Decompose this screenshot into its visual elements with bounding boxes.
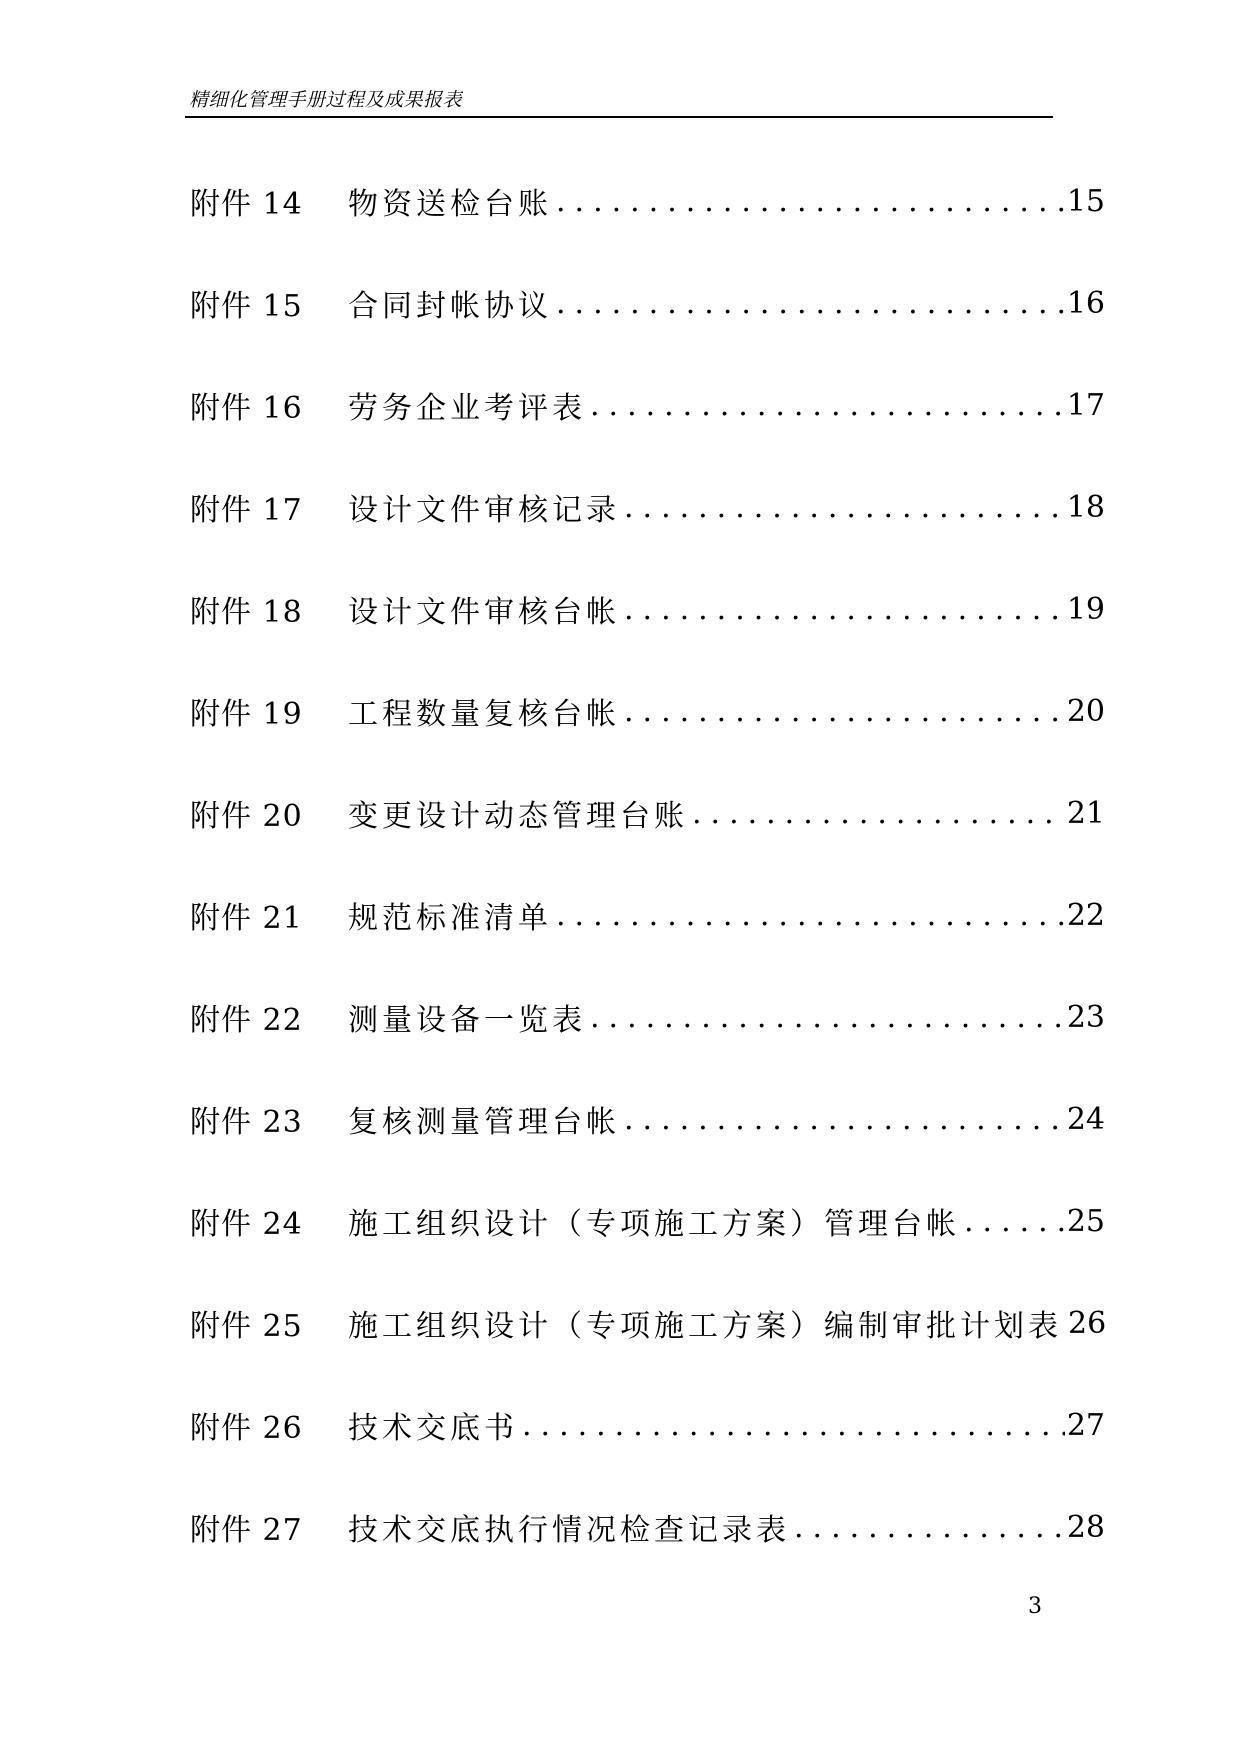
toc-entry[interactable] [190, 1476, 1105, 1578]
entry-label: 附件 18 [190, 595, 303, 630]
entry-label: 附件 21 [190, 901, 303, 936]
entry-page-number: 27 [1066, 1407, 1105, 1443]
toc-entry[interactable] [190, 1374, 1105, 1476]
page-number: 3 [1028, 1594, 1042, 1619]
toc-entry[interactable] [190, 252, 1105, 354]
entry-label: 附件 25 [190, 1309, 303, 1344]
entry-title: 劳务企业考评表 [348, 391, 586, 426]
entry-page-number: 25 [1066, 1203, 1105, 1239]
entry-title: 变更设计动态管理台账 [348, 799, 688, 834]
toc-entry[interactable] [190, 1068, 1105, 1170]
dot-leader [692, 796, 1065, 831]
entry-label: 附件 22 [190, 1003, 303, 1038]
dot-leader [794, 1510, 1065, 1545]
header-title: 精细化管理手册过程及成果报表 [189, 89, 463, 111]
entry-label: 附件 15 [190, 289, 303, 324]
entry-title: 设计文件审核台帐 [348, 595, 620, 630]
entry-title: 合同封帐协议 [348, 289, 552, 324]
dot-leader [964, 1204, 1065, 1239]
entry-label: 附件 20 [190, 799, 303, 834]
dot-leader [624, 1102, 1065, 1137]
dot-leader [590, 1000, 1065, 1035]
entry-label: 附件 24 [190, 1207, 303, 1242]
entry-page-number: 22 [1066, 897, 1105, 933]
entry-label: 附件 19 [190, 697, 303, 732]
entry-title: 设计文件审核记录 [348, 493, 620, 528]
entry-page-number: 20 [1066, 693, 1105, 729]
toc-entry[interactable] [190, 1170, 1105, 1272]
dot-leader [522, 1408, 1065, 1443]
entry-page-number: 26 [1068, 1305, 1107, 1341]
table-of-contents [190, 150, 1105, 1578]
entry-title: 测量设备一览表 [348, 1003, 586, 1038]
toc-entry[interactable] [190, 456, 1105, 558]
entry-label: 附件 27 [190, 1513, 303, 1548]
dot-leader [556, 286, 1065, 321]
toc-entry[interactable] [190, 1272, 1105, 1374]
dot-leader [624, 490, 1065, 525]
entry-page-number: 24 [1066, 1101, 1105, 1137]
entry-title: 施工组织设计（专项施工方案）管理台帐 [348, 1207, 960, 1242]
toc-entry[interactable] [190, 660, 1105, 762]
entry-page-number: 18 [1066, 489, 1105, 525]
entry-title: 复核测量管理台帐 [348, 1105, 620, 1140]
entry-title: 技术交底书 [348, 1411, 518, 1446]
page-header [185, 88, 1053, 118]
toc-entry[interactable] [190, 864, 1105, 966]
toc-entry[interactable] [190, 150, 1105, 252]
toc-entry[interactable] [190, 354, 1105, 456]
entry-page-number: 21 [1066, 795, 1105, 831]
dot-leader [556, 898, 1065, 933]
entry-label: 附件 26 [190, 1411, 303, 1446]
dot-leader [590, 388, 1065, 423]
entry-page-number: 28 [1066, 1509, 1105, 1545]
dot-leader [624, 694, 1065, 729]
entry-label: 附件 23 [190, 1105, 303, 1140]
entry-title: 物资送检台账 [348, 187, 552, 222]
entry-page-number: 23 [1066, 999, 1105, 1035]
entry-label: 附件 17 [190, 493, 303, 528]
dot-leader [624, 592, 1065, 627]
entry-title: 施工组织设计（专项施工方案）编制审批计划表 [348, 1309, 1062, 1344]
entry-title: 技术交底执行情况检查记录表 [348, 1513, 790, 1548]
dot-leader [556, 184, 1065, 219]
toc-entry[interactable] [190, 762, 1105, 864]
entry-label: 附件 16 [190, 391, 303, 426]
entry-title: 工程数量复核台帐 [348, 697, 620, 732]
entry-page-number: 17 [1066, 387, 1105, 423]
toc-entry[interactable] [190, 966, 1105, 1068]
entry-page-number: 19 [1066, 591, 1105, 627]
entry-label: 附件 14 [190, 187, 303, 222]
entry-page-number: 15 [1066, 183, 1105, 219]
toc-entry[interactable] [190, 558, 1105, 660]
entry-title: 规范标准清单 [348, 901, 552, 936]
entry-page-number: 16 [1066, 285, 1105, 321]
